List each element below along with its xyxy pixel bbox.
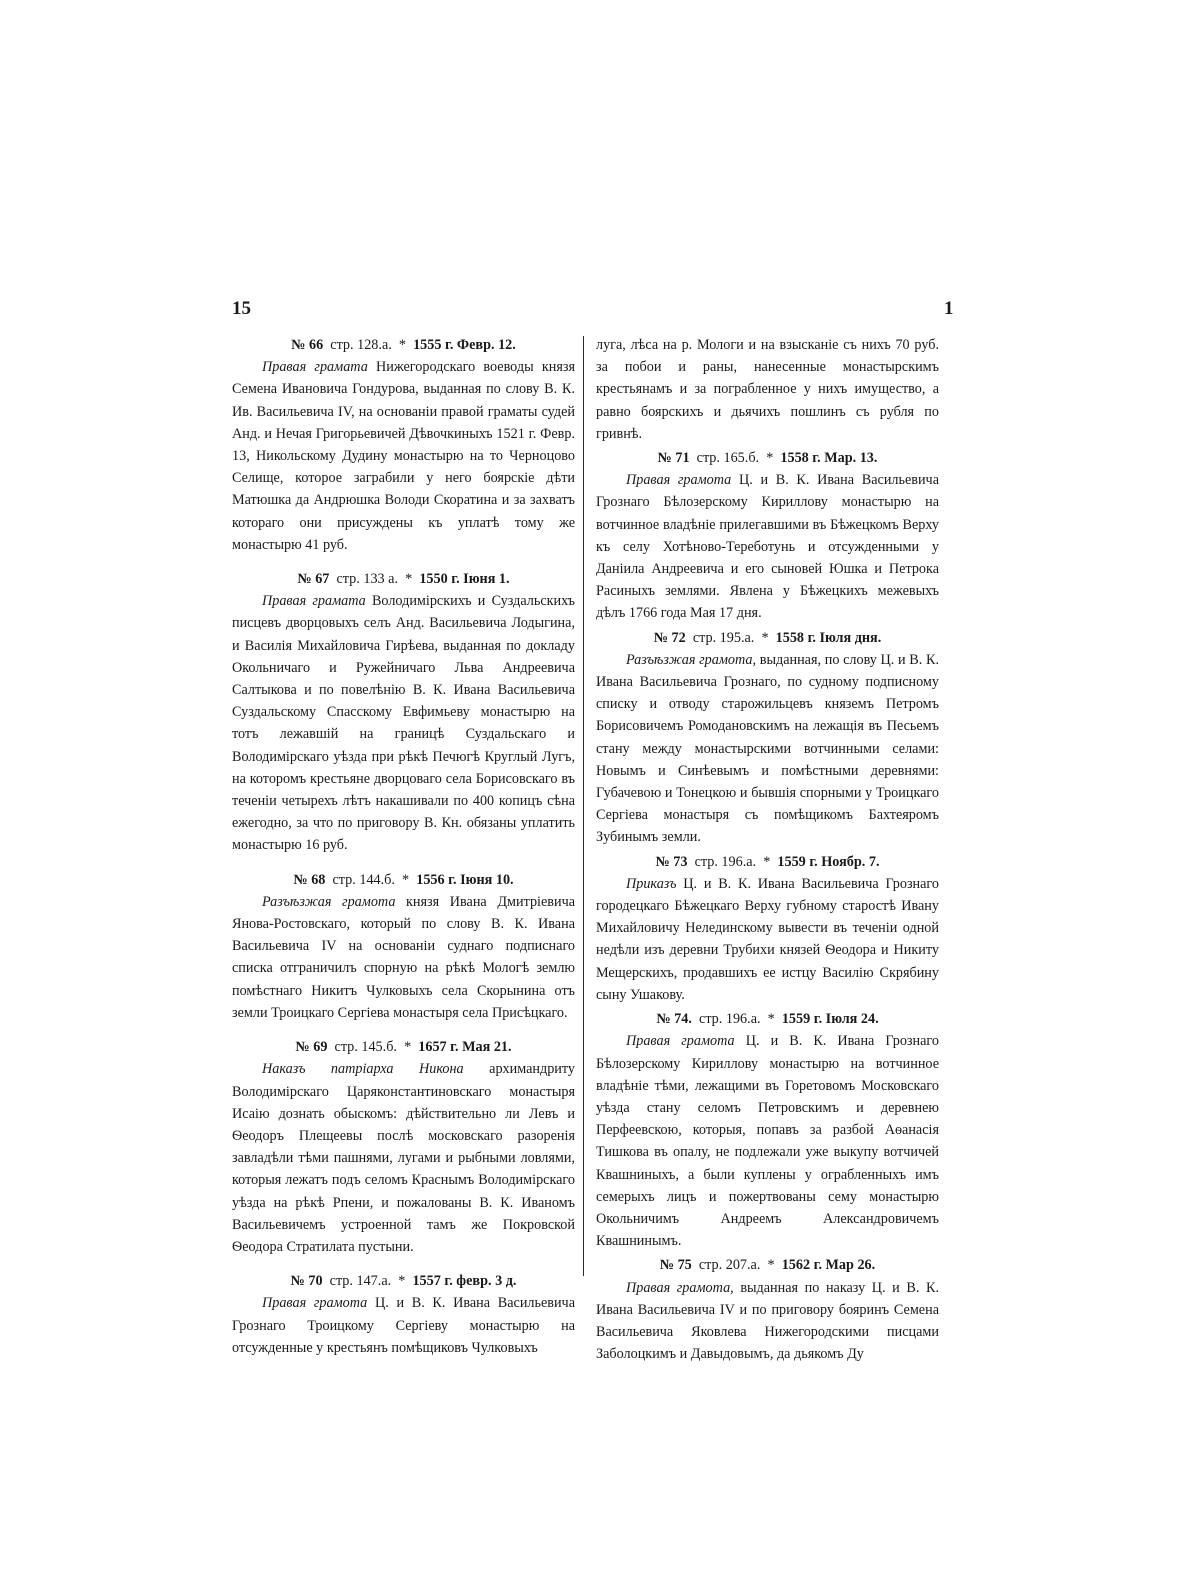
entry-title: Правая грамота <box>262 1295 368 1312</box>
entry-star: * <box>398 337 406 353</box>
entry-title: Правая грамота <box>626 1033 735 1050</box>
entry-date: 1562 г. Мар 26. <box>781 1257 876 1274</box>
entry-page-ref: стр. 207.а. <box>698 1257 761 1274</box>
entry-title: Наказъ патрiарха Никона <box>262 1061 464 1078</box>
entry-number: № 71 <box>657 450 690 467</box>
entry <box>596 851 939 1006</box>
entry-title: Разъѣзжая грамота, <box>626 651 757 668</box>
entry-text <box>596 873 939 1006</box>
entry-number: № 69 <box>295 1039 328 1056</box>
entry-header <box>232 1036 575 1058</box>
page-number-right: 1 <box>944 298 954 319</box>
entry-star: * <box>404 1039 412 1056</box>
entry <box>596 447 939 625</box>
entry-body-text: Ц. и В. К. Ивана Грознаго Бѣлозерскому Кириллову монастырю на вотчинное владѣнiе тѣми, лежащими въ Горетовомъ Московскаго уѣзда стану селомъ Петровскимъ и деревнею Перфеевскою, которыя, попавъ за разбой Аѳанасiя Тишкова въ опалу, не подлежали уже выкупу вотчичей Квашниныхъ, а были куплены у ограбленныхъ имъ семерыхъ лицъ и пожертвованы сему монастырю Окольничимъ Андреемъ Александровичемъ Квашнинымъ. <box>596 1033 939 1250</box>
entry-text <box>596 469 939 624</box>
entry-body-text: Ц. и В. К. Ивана Васильевича Грознаго городецкаго Бѣжецкаго Верху губному старостѣ Ивану Михайловичу Нелединскому вывести въ теченiи одной недѣли изъ деревни Трубихи князей Ѳеодора и Никиту Мещерскихъ, продавшихъ ее истцу Василiю Скрябину сыну Ушакову. <box>596 875 939 1003</box>
entry-page-ref: стр. 145.б. <box>334 1039 397 1056</box>
entry-page-ref: стр. 195.а. <box>692 629 755 646</box>
entry-header <box>596 851 939 873</box>
entry-title: Правая грамота, <box>626 1279 734 1296</box>
entry <box>232 1036 575 1258</box>
right-column <box>596 334 939 1365</box>
entry-text <box>232 891 575 1024</box>
entry-star: * <box>402 871 410 888</box>
continuation-text: луга, лѣса на р. Мологи и на взысканiе съ нихъ 70 руб. за побои и раны, нанесенные монастырскимъ крестьянамъ и за пограбленное у нихъ имущество, а равно боярскихъ и дьячихъ пошлинъ съ рубля по гривнѣ. <box>596 337 939 442</box>
entry-title: Правая грамата <box>262 359 368 376</box>
entry-title: Правая грамата <box>262 593 366 610</box>
entry-body-text: князя Ивана Дмитрiевича Янова-Ростовскаго, который по слову В. К. Ивана Васильевича IV на основанiи суднаго подписнаго списка отграничилъ спорную на рѣкѣ Мологѣ землю помѣстнаго Никитъ Чулковыхъ села Скорынина отъ земли Троицкаго Сергiева монастыря села Присѣцкаго. <box>232 893 576 1021</box>
entry-date: 1556 г. Iюня 10. <box>416 871 514 888</box>
column-divider <box>583 336 584 1276</box>
entry-star: * <box>398 1273 406 1290</box>
entry-gap <box>232 857 575 869</box>
entry-star: * <box>761 629 769 646</box>
entry-gap <box>232 1258 575 1270</box>
entry-title: Разъѣзжая грамота <box>262 893 396 910</box>
entry-page-ref: стр. 196.а. <box>694 853 757 870</box>
entry-body-text: архимандриту Володимiрскаго Царяконстантиновскаго монастыря Исаiю дознать обыскомъ: дѣйствительно ли Левъ и Ѳеодоръ Плещеевы послѣ московскаго разоренiя завладѣли тѣми пашнями, лугами и рыбными ловлями, которыя лежатъ подъ селомъ Краснымъ Володимiрскаго уѣзда на рѣкѣ Рпени, и пожалованы В. К. Иваномъ Васильевичемъ устроенной тамъ же Покровской Ѳеодора Стратилата пустыни. <box>232 1061 576 1255</box>
entry-date: 1558 г. Мар. 13. <box>780 450 878 467</box>
entry-star: * <box>767 1011 775 1028</box>
entry-date: 1557 г. февр. 3 д. <box>412 1273 517 1290</box>
entry-header <box>596 1254 939 1276</box>
entry-text <box>232 1058 575 1258</box>
entry <box>596 1254 939 1365</box>
entry-number: № 74. <box>656 1011 692 1028</box>
entry-gap <box>232 1024 575 1036</box>
entry-body-text: выданная по наказу Ц. и В. К. Ивана Васильевича IV и по приговору бояринъ Семена Васильевича Яковлева Нижегородскими писцами Заболоцкимъ и Давыдовымъ, да дьякомъ Ду <box>596 1279 939 1363</box>
entry-header <box>596 1008 939 1030</box>
entry-header <box>232 869 575 891</box>
entry-date: 1559 г. Iюля 24. <box>781 1011 879 1028</box>
entry <box>232 568 575 857</box>
entry-title: Правая грамота <box>626 472 732 489</box>
entry-body-text: Володимiрскихъ и Суздальскихъ писцевъ дворцовыхъ селъ Анд. Васильевича Лодыгина, и Василiя Михайловича Гирѣева, выданная по докладу Окольничаго и Ружейничаго Льва Андреевича Салтыкова и по повелѣнiю В. К. Ивана Васильевича Суздальскому Спасскому Евфимьеву монастырю на тотъ лежавшiй на границѣ Суздальскаго и Володимiрскаго уѣзда при рѣкѣ Печюгѣ Круглый Лугъ, на которомъ крестьяне дворцоваго села Борисовскаго въ теченiи четырехъ лѣтъ накашивали по 400 копицъ сѣна ежегодно, за что по приговору В. Кн. обязаны уплатить монастырю 16 руб. <box>232 593 575 854</box>
entry-header <box>232 568 575 590</box>
entry-date: 1657 г. Мая 21. <box>418 1039 512 1056</box>
entry-date: 1550 г. Iюня 1. <box>419 571 510 588</box>
entry-star: * <box>405 571 413 588</box>
entry-header <box>596 447 939 469</box>
entry-page-ref: стр. 147.а. <box>329 1273 392 1290</box>
entry-page-ref: стр. 144.б. <box>332 871 395 888</box>
entry-date: 1559 г. Ноябр. 7. <box>777 853 880 870</box>
entry-body-text: выданная, по слову Ц. и В. К. Ивана Васильевича Грознаго, по судному подписному списку и отводу старожильцевъ княземъ Петромъ Борисовичемъ Ромодановскимъ на лежащiя въ Песьемъ стану между монастырскими вотчинными селами: Новымъ и Синѣевымъ и помѣстными деревнями: Губачевою и Тонецкою и бывшiя спорными у Троицкаго Сергiева монастыря съ помѣщикомъ Бахтеяромъ Зубинымъ земли. <box>596 651 940 846</box>
entry <box>596 1008 939 1252</box>
entry-gap <box>232 556 575 568</box>
entry-header <box>596 627 939 649</box>
entry-star: * <box>767 1257 775 1274</box>
entry-page-ref: стр. 128.а. <box>330 337 392 353</box>
entry <box>596 627 939 849</box>
entry-page-ref: стр. 196.а. <box>699 1011 761 1028</box>
entry-number: № 73 <box>655 853 688 870</box>
entry-number: № 72 <box>653 629 686 646</box>
entry-text <box>232 1292 575 1359</box>
entry-body-text: Нижегородскаго воеводы князя Семена Ивановича Гондурова, выданная по слову В. К. Ив. Васильевича IV, на основанiи правой граматы судей Анд. и Нечая Григорьевичей Дѣвочкиныхъ 1521 г. Февр. 13, Никольскому Дудину монастырю на то Черноцово Селище, которое заграбили у него боярскiе дѣти Матюшка да Андрюшка Володи Скоратина и за захватъ котораго они присуждены къ уплатѣ тому же монастырю 41 руб. <box>232 359 575 553</box>
entry-star: * <box>766 450 774 467</box>
entry-number: № 68 <box>293 871 326 888</box>
entry <box>232 869 575 1024</box>
entry-date: 1555 г. Февр. 12. <box>413 337 516 353</box>
entry-title: Приказъ <box>626 875 677 892</box>
entry <box>232 1270 575 1359</box>
entry-text <box>596 649 939 849</box>
entry <box>232 334 575 556</box>
entry-date: 1558 г. Iюля дня. <box>775 629 882 646</box>
page-number-left: 15 <box>232 298 251 319</box>
entry-text <box>596 1277 939 1366</box>
entry-number: № 66 <box>291 337 324 353</box>
entry-page-ref: стр. 165.б. <box>696 450 760 467</box>
entry-header <box>232 334 575 356</box>
entry-text <box>232 356 575 556</box>
entry-number: № 70 <box>290 1273 323 1290</box>
entry-star: * <box>763 853 771 870</box>
entry-text <box>232 590 575 856</box>
entry-text <box>596 1030 939 1252</box>
entry-body-text: Ц. и В. К. Ивана Васильевича Грознаго Троицкому Сергiеву монастырю на отсужденные у крестьянъ помѣщиковъ Чулковыхъ <box>232 1295 575 1356</box>
left-column <box>232 334 575 1359</box>
entry-header <box>232 1270 575 1292</box>
entry-body-text: Ц. и В. К. Ивана Васильевича Грознаго Бѣлозерскому Кириллову монастырю на вотчинное владѣнiе прилегавшими въ Бѣжецкомъ Верху къ селу Хотѣново-Тереботунь и отсужденными у Данiила Андреевича и его сыновей Юшка и Петрока Расиныхъ землями. Явлена у Бѣжецкихъ межевыхъ дѣлъ 1766 года Мая 17 дня. <box>596 472 939 622</box>
entry-number: № 67 <box>297 571 330 588</box>
entry-page-ref: стр. 133 а. <box>336 571 399 588</box>
entry-number: № 75 <box>659 1257 692 1274</box>
